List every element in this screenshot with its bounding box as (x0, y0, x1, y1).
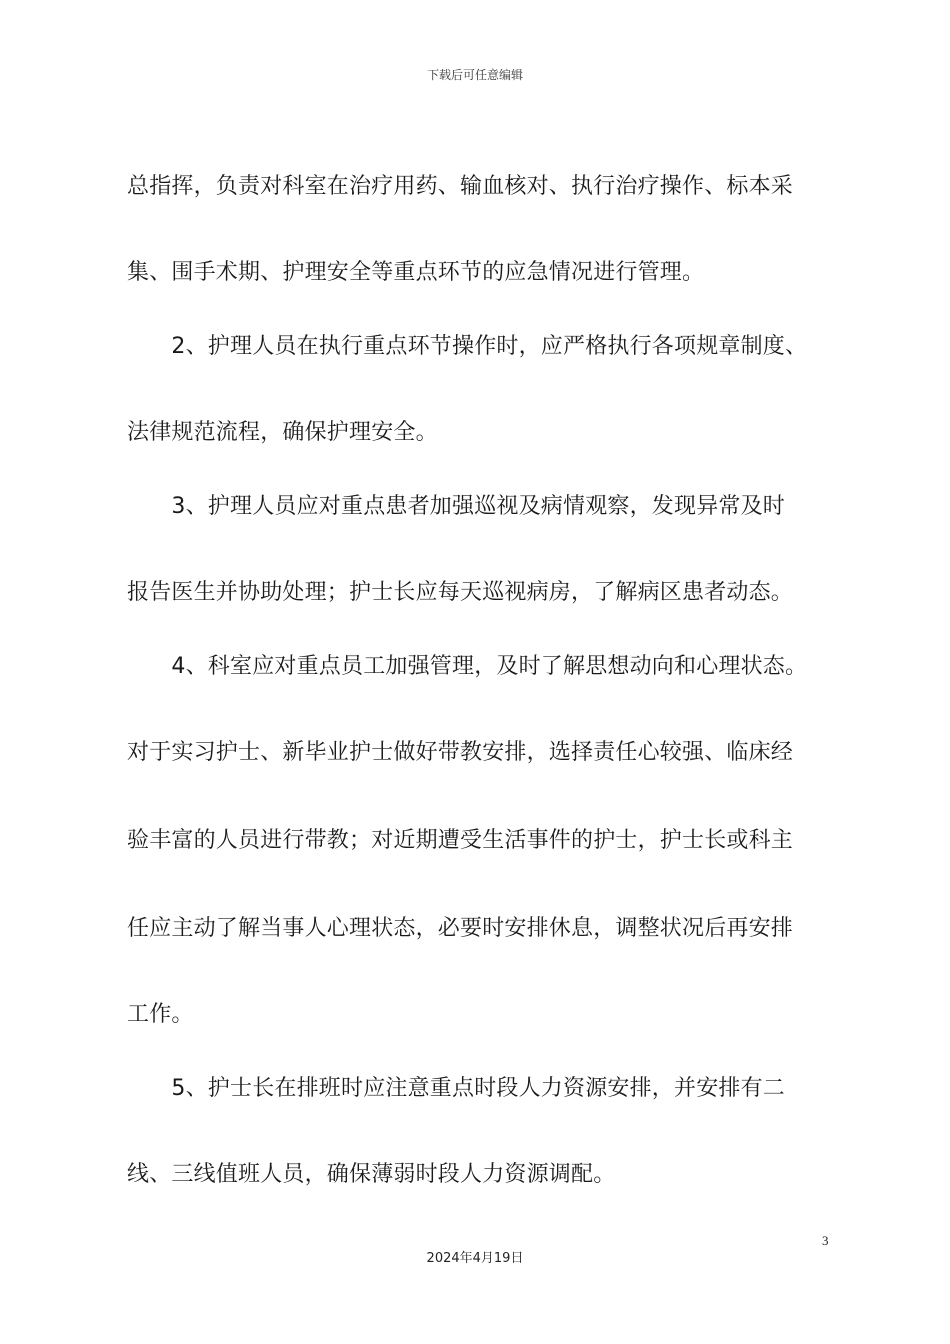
body-line: 5、护士长在排班时应注意重点时段人力资源安排，并安排有二 (127, 1076, 785, 1101)
body-line: 任应主动了解当事人心理状态，必要时安排休息，调整状况后再安排 (127, 916, 794, 941)
body-line: 3、护理人员应对重点患者加强巡视及病情观察，发现异常及时 (127, 494, 785, 519)
header-note: 下载后可任意编辑 (426, 68, 523, 82)
page-number: 3 (822, 1233, 829, 1248)
body-line: 工作。 (127, 1002, 194, 1027)
body-line: 2、护理人员在执行重点环节操作时，应严格执行各项规章制度、 (127, 334, 808, 359)
body-line: 对于实习护士、新毕业护士做好带教安排，选择责任心较强、临床经 (127, 740, 794, 765)
body-line: 总指挥，负责对科室在治疗用药、输血核对、执行治疗操作、标本采 (127, 174, 794, 199)
body-line: 线、三线值班人员，确保薄弱时段人力资源调配。 (127, 1162, 616, 1187)
body-line: 集、围手术期、护理安全等重点环节的应急情况进行管理。 (127, 260, 705, 285)
body-line: 报告医生并协助处理；护士长应每天巡视病房，了解病区患者动态。 (127, 580, 794, 605)
footer-date: 2024年4月19日 (426, 1251, 524, 1266)
body-line: 法律规范流程，确保护理安全。 (127, 420, 438, 445)
body-line: 4、科室应对重点员工加强管理，及时了解思想动向和心理状态。 (127, 654, 808, 679)
body-line: 验丰富的人员进行带教；对近期遭受生活事件的护士，护士长或科主 (127, 828, 794, 853)
